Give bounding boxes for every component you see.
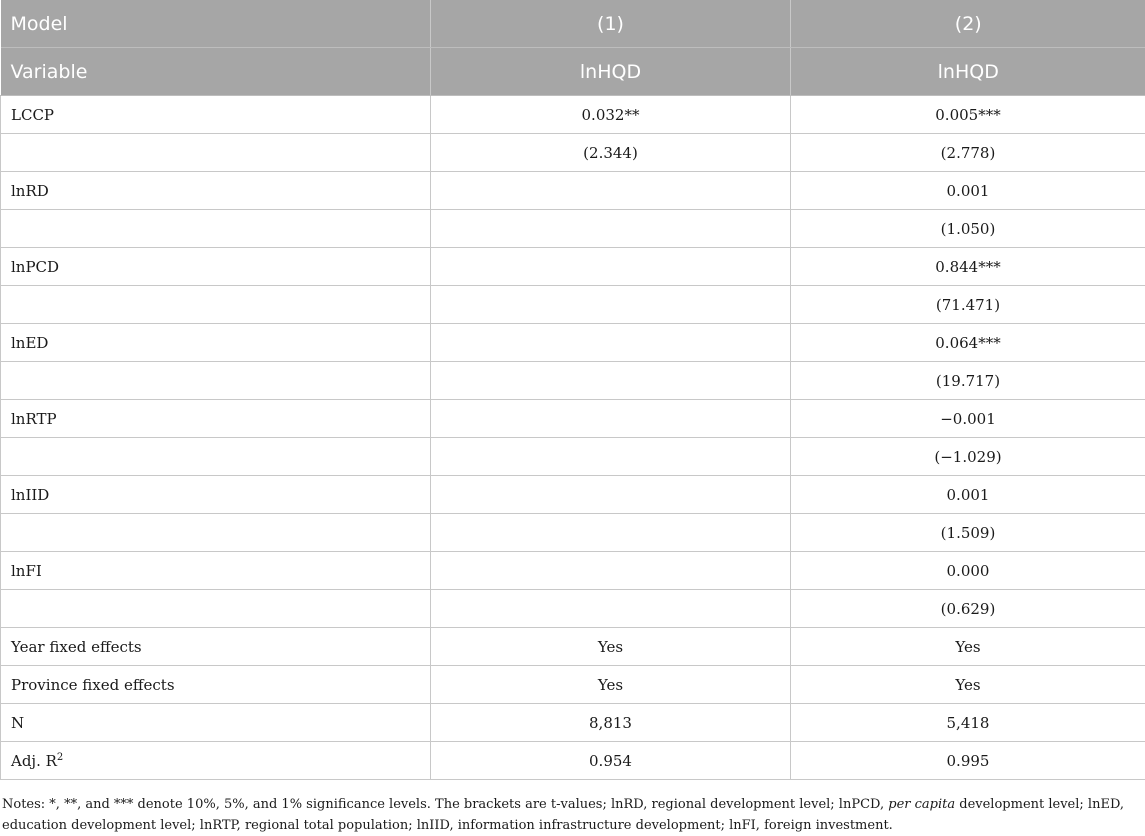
header-variable-label: Variable: [1, 48, 431, 96]
value-cell-model-2: Yes: [791, 628, 1145, 666]
variable-cell: [1, 210, 431, 248]
value-cell-model-2: (1.050): [791, 210, 1145, 248]
value-cell-model-1: 0.954: [431, 742, 791, 780]
value-cell-model-2: (2.778): [791, 134, 1145, 172]
variable-cell: lnFI: [1, 552, 431, 590]
value-cell-model-1: Yes: [431, 666, 791, 704]
header-dependent-1: lnHQD: [431, 48, 791, 96]
notes-italic: per capita: [888, 797, 955, 812]
value-cell-model-1: [431, 476, 791, 514]
header-model-2: (2): [791, 0, 1145, 48]
variable-cell: [1, 514, 431, 552]
value-cell-model-1: [431, 286, 791, 324]
table-row: [1, 248, 1145, 286]
value-cell-model-2: 0.001: [791, 476, 1145, 514]
value-cell-model-1: [431, 514, 791, 552]
variable-cell: [1, 362, 431, 400]
variable-cell: [1, 286, 431, 324]
value-cell-model-2: 0.001: [791, 172, 1145, 210]
table-row: [1, 704, 1145, 742]
value-cell-model-1: [431, 552, 791, 590]
table-notes: [2, 794, 1142, 836]
notes-text-1: Notes: *, **, and *** denote 10%, 5%, and 1% significance levels. The brackets are t-values; lnRD, regional development level; lnPCD,: [2, 797, 888, 812]
variable-cell: lnED: [1, 324, 431, 362]
value-cell-model-2: Yes: [791, 666, 1145, 704]
value-cell-model-2: (1.509): [791, 514, 1145, 552]
variable-cell: [1, 134, 431, 172]
table-row: [1, 514, 1145, 552]
value-cell-model-1: Yes: [431, 628, 791, 666]
value-cell-model-2: (19.717): [791, 362, 1145, 400]
table-row: [1, 666, 1145, 704]
value-cell-model-2: 0.005***: [791, 96, 1145, 134]
header-row-model: [1, 0, 1145, 48]
value-cell-model-1: (2.344): [431, 134, 791, 172]
table-row: [1, 210, 1145, 248]
value-cell-model-1: [431, 400, 791, 438]
variable-cell: lnRD: [1, 172, 431, 210]
value-cell-model-2: (−1.029): [791, 438, 1145, 476]
value-cell-model-1: 0.032**: [431, 96, 791, 134]
table-row-adj-r2: [1, 742, 1145, 780]
value-cell-model-1: [431, 590, 791, 628]
table-row: [1, 628, 1145, 666]
table-row: [1, 400, 1145, 438]
table-row: [1, 172, 1145, 210]
notes-text-2: development level; lnED, education development level; lnRTP, regional total population; lnIID, information infrastructure development; lnFI, foreign investment.: [2, 797, 1124, 833]
value-cell-model-2: 0.844***: [791, 248, 1145, 286]
variable-cell: lnPCD: [1, 248, 431, 286]
table-body: [1, 96, 1145, 780]
variable-cell: [1, 438, 431, 476]
value-cell-model-2: 0.995: [791, 742, 1145, 780]
variable-cell: Year fixed effects: [1, 628, 431, 666]
header-row-variable: [1, 48, 1145, 96]
variable-cell: LCCP: [1, 96, 431, 134]
value-cell-model-1: [431, 438, 791, 476]
value-cell-model-1: [431, 362, 791, 400]
variable-cell: [1, 590, 431, 628]
value-cell-model-2: 0.000: [791, 552, 1145, 590]
value-cell-model-1: [431, 172, 791, 210]
table-row: [1, 286, 1145, 324]
header-dependent-2: lnHQD: [791, 48, 1145, 96]
table-row: [1, 96, 1145, 134]
table-header: [1, 0, 1145, 96]
value-cell-model-1: [431, 210, 791, 248]
value-cell-model-1: [431, 248, 791, 286]
table-row: [1, 552, 1145, 590]
adj-r2-superscript: 2: [57, 752, 63, 763]
header-model-label: Model: [1, 0, 431, 48]
value-cell-model-2: −0.001: [791, 400, 1145, 438]
variable-cell: lnRTP: [1, 400, 431, 438]
table-row: [1, 476, 1145, 514]
header-model-1: (1): [431, 0, 791, 48]
adj-r2-label: Adj. R: [11, 752, 57, 770]
value-cell-model-1: 8,813: [431, 704, 791, 742]
table-row: [1, 590, 1145, 628]
variable-cell: Province fixed effects: [1, 666, 431, 704]
value-cell-model-2: (71.471): [791, 286, 1145, 324]
table-row: [1, 324, 1145, 362]
variable-cell: N: [1, 704, 431, 742]
variable-cell: [1, 742, 431, 780]
table-row: [1, 438, 1145, 476]
variable-cell: lnIID: [1, 476, 431, 514]
value-cell-model-2: 5,418: [791, 704, 1145, 742]
value-cell-model-2: (0.629): [791, 590, 1145, 628]
table-row: [1, 134, 1145, 172]
table-row: [1, 362, 1145, 400]
value-cell-model-1: [431, 324, 791, 362]
value-cell-model-2: 0.064***: [791, 324, 1145, 362]
